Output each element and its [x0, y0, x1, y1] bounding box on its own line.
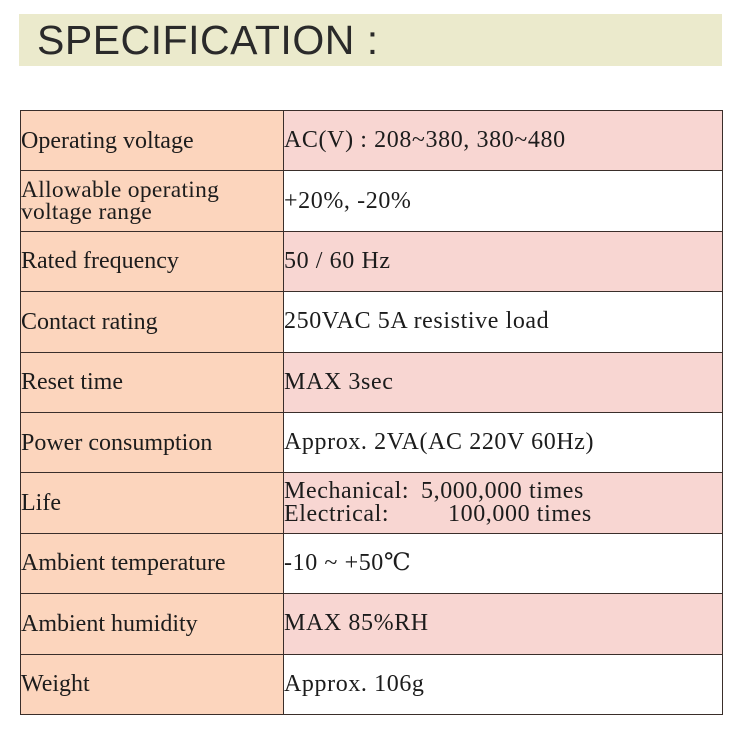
- table-row: [21, 171, 723, 231]
- spec-value: 50 / 60 Hz: [284, 231, 723, 291]
- spec-value: 250VAC 5A resistive load: [284, 292, 723, 352]
- spec-label: Power consumption: [21, 412, 284, 472]
- spec-label: Rated frequency: [21, 231, 284, 291]
- spec-label: Life: [21, 473, 284, 533]
- table-row: [21, 533, 723, 593]
- spec-value: Approx. 2VA(AC 220V 60Hz): [284, 412, 723, 472]
- table-row: [21, 412, 723, 472]
- spec-label: Reset time: [21, 352, 284, 412]
- table-row: [21, 111, 723, 171]
- spec-label: Contact rating: [21, 292, 284, 352]
- spec-label: [21, 171, 284, 231]
- spec-label: Operating voltage: [21, 111, 284, 171]
- life-mechanical-key: Mechanical:: [284, 478, 410, 505]
- title-bar: [19, 14, 722, 66]
- spec-value: +20%, -20%: [284, 171, 723, 231]
- life-mechanical: [284, 480, 722, 503]
- spec-label: Weight: [21, 654, 284, 714]
- spec-label: Ambient humidity: [21, 594, 284, 654]
- life-mechanical-value: 5,000,000 times: [421, 478, 584, 505]
- specification-table: [20, 110, 723, 715]
- spec-label-line: Allowable operating: [21, 177, 220, 204]
- spec-value: MAX 85%RH: [284, 594, 723, 654]
- table-row: [21, 654, 723, 714]
- table-row: [21, 231, 723, 291]
- spec-label: Ambient temperature: [21, 533, 284, 593]
- life-electrical-value: 100,000 times: [448, 501, 592, 528]
- spec-value: Approx. 106g: [284, 654, 723, 714]
- table-row: [21, 352, 723, 412]
- table-row: [21, 594, 723, 654]
- spec-label-line: voltage range: [21, 199, 153, 226]
- table-row: [21, 292, 723, 352]
- spec-value-life: [284, 473, 723, 533]
- spec-value: MAX 3sec: [284, 352, 723, 412]
- spec-value: -10 ~ +50℃: [284, 533, 723, 593]
- page-title: SPECIFICATION :: [37, 17, 379, 63]
- table-row: [21, 473, 723, 533]
- life-electrical-key: Electrical:: [284, 501, 390, 528]
- life-electrical: [284, 503, 722, 526]
- spec-value: AC(V) : 208~380, 380~480: [284, 111, 723, 171]
